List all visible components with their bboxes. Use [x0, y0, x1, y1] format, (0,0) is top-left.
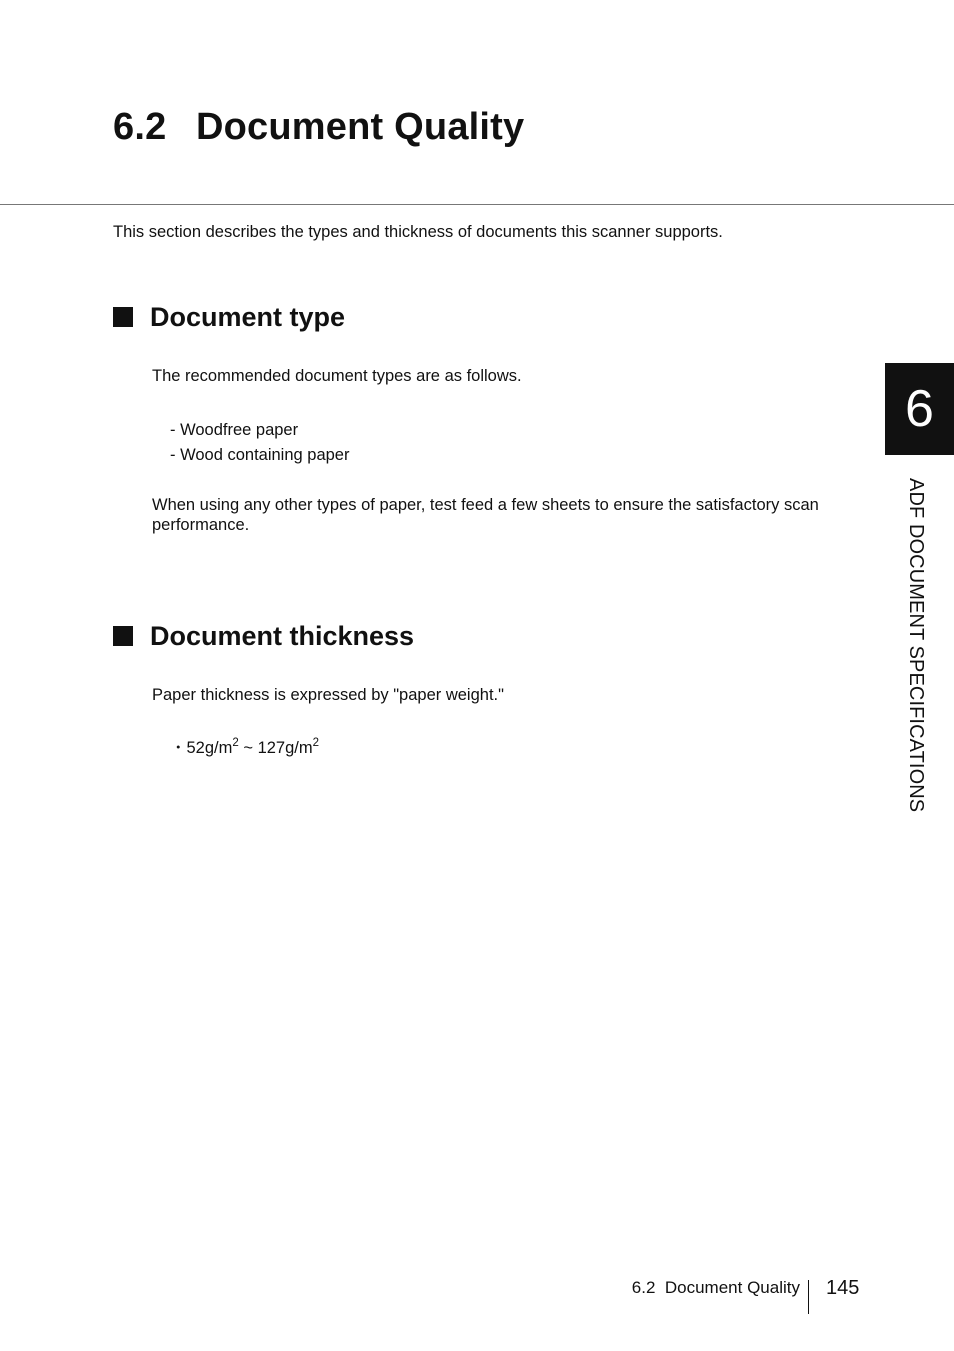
- document-type-list: [170, 418, 349, 468]
- page-number: 145: [826, 1277, 860, 1299]
- title-divider: [0, 204, 954, 205]
- paper-weight-range: [170, 738, 319, 758]
- range-max-exponent: 2: [312, 736, 320, 749]
- range-bullet: ・: [170, 739, 187, 757]
- heading-document-type-text: Document type: [150, 302, 346, 332]
- range-min: 52g/m: [186, 739, 233, 757]
- footer-divider: [808, 1280, 809, 1314]
- heading-document-thickness-text: Document thickness: [150, 621, 415, 651]
- page-title: [113, 104, 524, 150]
- intro-paragraph: This section describes the types and thickness of documents this scanner supports.: [113, 223, 723, 241]
- heading-document-thickness: [113, 619, 414, 653]
- list-item: - Woodfree paper: [170, 421, 299, 439]
- list-item: - Wood containing paper: [170, 446, 350, 464]
- section-title-text: Document Quality: [196, 106, 525, 148]
- range-separator: ~: [238, 739, 258, 757]
- section-number: 6.2: [113, 106, 167, 148]
- range-max: 127g/m: [257, 739, 313, 757]
- square-bullet-icon: [113, 626, 133, 646]
- footer-section-title: 6.2 Document Quality: [631, 1278, 800, 1297]
- chapter-side-title: ADF DOCUMENT SPECIFICATIONS: [905, 478, 927, 813]
- document-thickness-lead: Paper thickness is expressed by "paper weight.": [152, 686, 504, 704]
- heading-document-type: [113, 300, 345, 334]
- document-type-note: When using any other types of paper, test feed a few sheets to ensure the satisfactory scan performance.: [152, 496, 819, 534]
- document-type-lead: The recommended document types are as follows.: [152, 367, 522, 385]
- chapter-tab: 6: [885, 363, 954, 455]
- range-min-exponent: 2: [232, 736, 239, 749]
- square-bullet-icon: [113, 307, 133, 327]
